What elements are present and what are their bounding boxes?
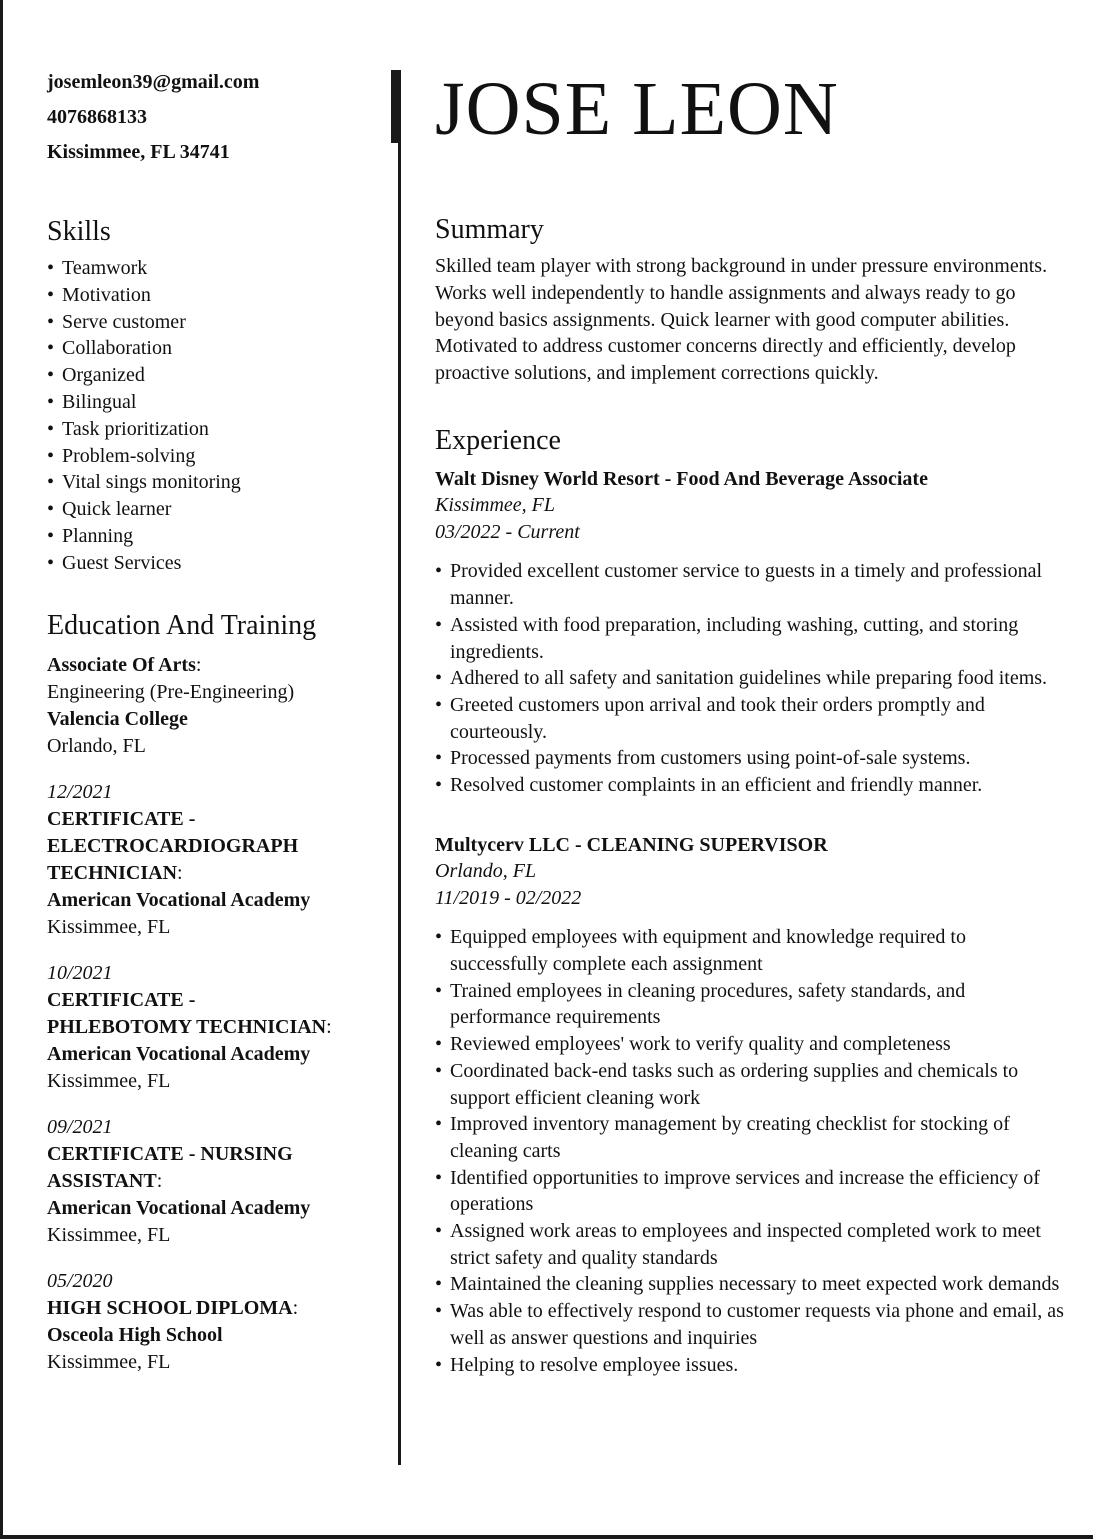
education-heading: Education And Training <box>47 609 317 641</box>
education-location: Kissimmee, FL <box>47 1350 171 1373</box>
education-entry <box>47 1268 377 1376</box>
skill-item: • Teamwork <box>47 255 377 282</box>
education-credential-line <box>47 806 377 833</box>
contact-email: josemleon39@gmail.com <box>47 71 260 93</box>
skill-item: • Vital sings monitoring <box>47 469 377 496</box>
education-school: American Vocational Academy <box>47 1196 311 1219</box>
education-credential: TECHNICIAN <box>47 861 178 884</box>
header-accent-bar <box>391 70 401 143</box>
education-location: Kissimmee, FL <box>47 1069 171 1092</box>
candidate-name: JOSE LEON <box>435 67 839 151</box>
skill-item: • Organized <box>47 362 377 389</box>
skill-item: • Task prioritization <box>47 416 377 443</box>
job-bullets <box>435 558 1065 798</box>
education-entry <box>47 960 377 1095</box>
right-column <box>435 68 1065 1378</box>
education-credential-line <box>47 1014 377 1041</box>
experience-heading: Experience <box>435 424 561 456</box>
education-credential: CERTIFICATE - <box>47 807 196 830</box>
education-credential-line <box>47 860 377 887</box>
skill-item: • Problem-solving <box>47 443 377 470</box>
education-credential: ASSISTANT <box>47 1169 157 1192</box>
job-bullet: • Helping to resolve employee issues. <box>435 1352 1065 1379</box>
education-date: 09/2021 <box>47 1115 113 1138</box>
education-entry <box>47 652 377 760</box>
skill-item: • Serve customer <box>47 309 377 336</box>
summary-text: Skilled team player with strong background in under pressure environments. Works well independently to handle assignments and always ready to go beyond basics assignments. Quick learner with good computer abilities. Motivated to address customer concerns directly and efficiently, develop proactive solutions, and implement corrections quickly. <box>435 255 1048 385</box>
job-bullet: • Coordinated back-end tasks such as ordering supplies and chemicals to support efficient cleaning work <box>435 1058 1065 1111</box>
job-bullet: • Provided excellent customer service to guests in a timely and professional manner. <box>435 558 1065 611</box>
education-credential: CERTIFICATE - NURSING <box>47 1142 293 1165</box>
column-divider <box>398 143 401 1465</box>
education-date: 12/2021 <box>47 780 113 803</box>
education-date: 05/2020 <box>47 1269 113 1292</box>
education-credential-line <box>47 1141 377 1168</box>
skill-item: • Bilingual <box>47 389 377 416</box>
education-credential-colon: : <box>292 1296 299 1319</box>
job-bullet: • Identified opportunities to improve services and increase the efficiency of operations <box>435 1165 1065 1218</box>
summary-heading: Summary <box>435 214 544 245</box>
skill-item: • Motivation <box>47 282 377 309</box>
job-bullet: • Equipped employees with equipment and knowledge required to successfully complete each assignment <box>435 924 1065 977</box>
job-bullet: • Improved inventory management by creating checklist for stocking of cleaning carts <box>435 1111 1065 1164</box>
job-bullet: • Resolved customer complaints in an efficient and friendly manner. <box>435 772 1065 799</box>
education-credential-line <box>47 652 377 679</box>
education-credential: PHLEBOTOMY TECHNICIAN <box>47 1015 327 1038</box>
education-credential: CERTIFICATE - <box>47 988 196 1011</box>
education-location: Kissimmee, FL <box>47 915 171 938</box>
experience-list <box>435 466 1065 1378</box>
skill-item: • Planning <box>47 523 377 550</box>
job-bullet: • Assisted with food preparation, including washing, cutting, and storing ingredients. <box>435 612 1065 665</box>
page-border-bottom <box>0 1535 1093 1539</box>
job-dates: 03/2022 - Current <box>435 520 580 543</box>
education-school: Osceola High School <box>47 1323 223 1346</box>
job-location: Kissimmee, FL <box>435 494 555 517</box>
skill-item: • Quick learner <box>47 496 377 523</box>
education-field: Engineering (Pre-Engineering) <box>47 680 295 703</box>
contact-phone: 4076868133 <box>47 106 147 128</box>
job-entry <box>435 466 1065 799</box>
education-credential-colon: : <box>326 1015 332 1038</box>
education-credential-colon: : <box>195 653 202 676</box>
education-credential-line <box>47 987 377 1014</box>
education-credential-colon: : <box>156 1169 163 1192</box>
job-bullet: • Assigned work areas to employees and inspected completed work to meet strict safety and quality standards <box>435 1218 1065 1271</box>
job-bullets <box>435 924 1065 1378</box>
education-entry <box>47 1114 377 1249</box>
skill-item: • Guest Services <box>47 550 377 577</box>
education-credential-colon: : <box>177 861 183 884</box>
education-list <box>47 652 377 1376</box>
job-bullet: • Was able to effectively respond to customer requests via phone and email, as well as answer questions and inquiries <box>435 1298 1065 1351</box>
job-title: Multycerv LLC - CLEANING SUPERVISOR <box>435 833 828 856</box>
education-credential: Associate Of Arts <box>47 653 196 676</box>
job-dates: 11/2019 - 02/2022 <box>435 886 582 909</box>
education-credential: HIGH SCHOOL DIPLOMA <box>47 1296 293 1319</box>
left-column <box>47 67 377 1376</box>
education-school: Valencia College <box>47 707 188 730</box>
job-bullet: • Processed payments from customers using point-of-sale systems. <box>435 745 1065 772</box>
education-location: Orlando, FL <box>47 734 146 757</box>
education-entry <box>47 779 377 941</box>
job-bullet: • Reviewed employees' work to verify quality and completeness <box>435 1031 1065 1058</box>
job-entry <box>435 832 1065 1378</box>
education-credential-line <box>47 1168 377 1195</box>
job-bullet: • Maintained the cleaning supplies necessary to meet expected work demands <box>435 1271 1065 1298</box>
page-border-left <box>0 0 3 1539</box>
job-bullet: • Greeted customers upon arrival and took their orders promptly and courteously. <box>435 692 1065 745</box>
job-bullet: • Trained employees in cleaning procedures, safety standards, and performance requirements <box>435 978 1065 1031</box>
skills-heading: Skills <box>47 216 111 247</box>
education-credential-line <box>47 1295 377 1322</box>
job-title: Walt Disney World Resort - Food And Beverage Associate <box>435 467 928 490</box>
job-location: Orlando, FL <box>435 860 537 883</box>
contact-block <box>47 67 377 172</box>
education-credential-line <box>47 833 377 860</box>
job-bullet: • Adhered to all safety and sanitation guidelines while preparing food items. <box>435 665 1065 692</box>
skill-item: • Collaboration <box>47 335 377 362</box>
education-school: American Vocational Academy <box>47 1042 311 1065</box>
skills-list <box>47 255 377 577</box>
education-school: American Vocational Academy <box>47 888 311 911</box>
education-credential: ELECTROCARDIOGRAPH <box>47 834 299 857</box>
contact-location: Kissimmee, FL 34741 <box>47 141 230 163</box>
education-date: 10/2021 <box>47 961 113 984</box>
education-location: Kissimmee, FL <box>47 1223 171 1246</box>
